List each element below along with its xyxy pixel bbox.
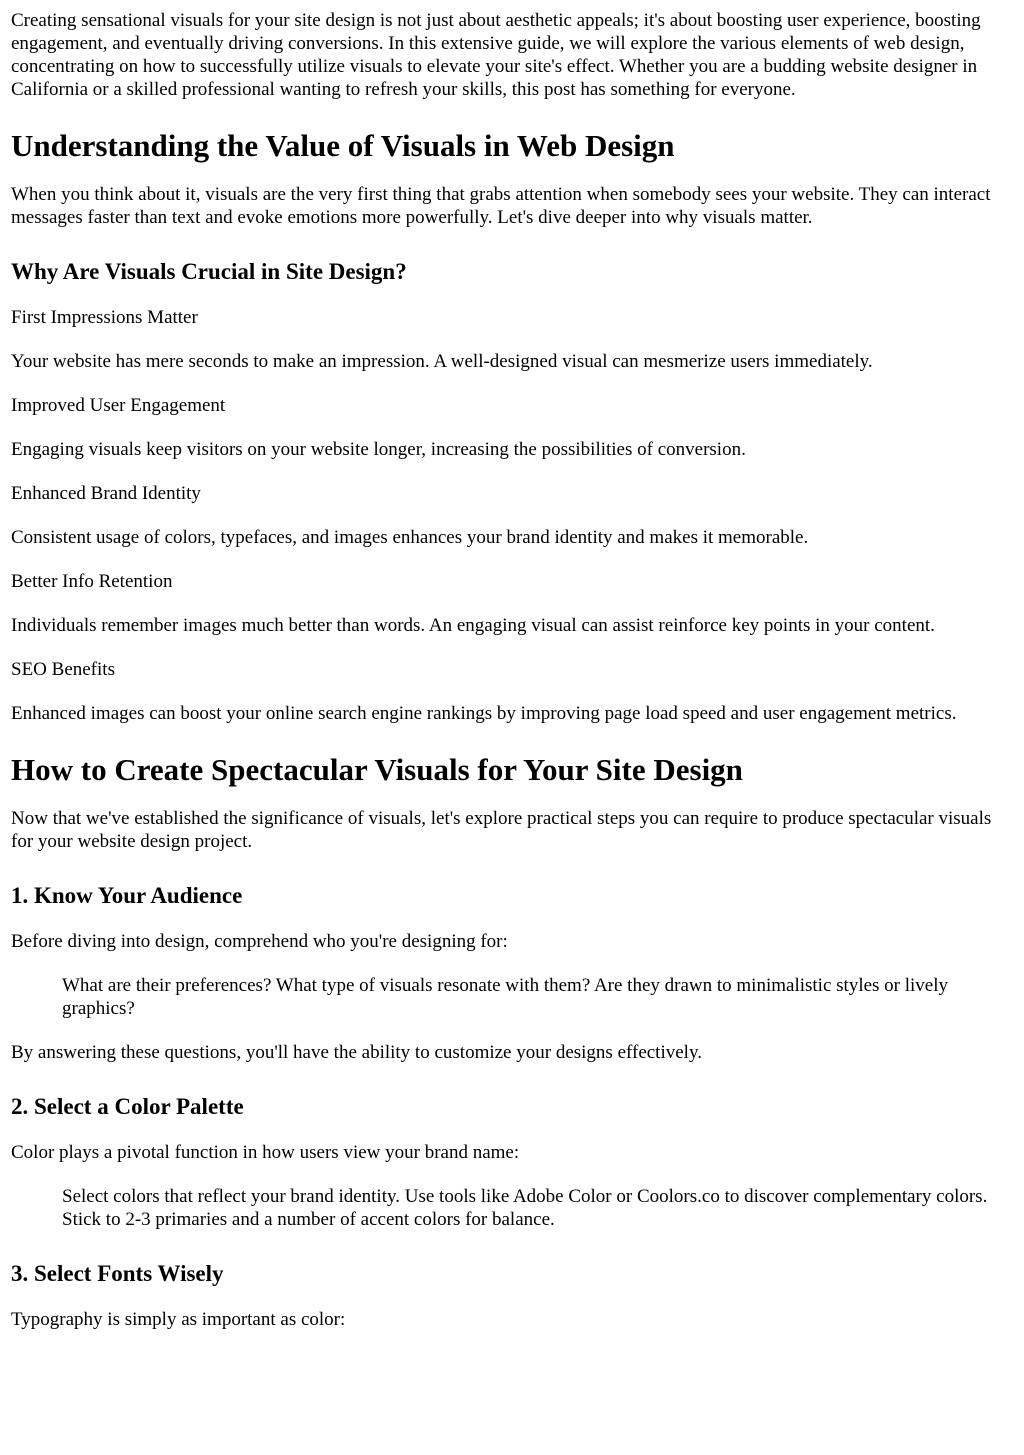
- subheading-why-visuals-crucial: Why Are Visuals Crucial in Site Design?: [11, 259, 407, 284]
- item-title-seo-benefits: SEO Benefits: [11, 659, 115, 680]
- item-title-first-impressions: First Impressions Matter: [11, 307, 198, 328]
- step-quote-know-audience: What are their preferences? What type of visuals resonate with them? Are they drawn to minimalistic styles or lively graphics?: [62, 975, 949, 1019]
- item-text-brand-identity: Consistent usage of colors, typefaces, and images enhances your brand identity and makes it memorable.: [11, 527, 809, 548]
- section-heading-create-visuals: How to Create Spectacular Visuals for Your Site Design: [11, 752, 743, 787]
- section-lead-paragraph: When you think about it, visuals are the very first thing that grabs attention when somebody sees your website. They can interact messages faster than text and evoke emotions more powerfully. Let's dive deeper into why visuals matter.: [11, 184, 991, 228]
- step-heading-color-palette: 2. Select a Color Palette: [11, 1094, 244, 1119]
- step-intro-know-audience: Before diving into design, comprehend who you're designing for:: [11, 931, 508, 952]
- step-heading-know-audience: 1. Know Your Audience: [11, 883, 243, 908]
- section-heading-value-of-visuals: Understanding the Value of Visuals in Web Design: [11, 128, 675, 163]
- step-intro-select-fonts: Typography is simply as important as color:: [11, 1309, 346, 1330]
- item-text-first-impressions: Your website has mere seconds to make an impression. A well-designed visual can mesmerize users immediately.: [11, 351, 873, 372]
- step-outro-know-audience: By answering these questions, you'll have the ability to customize your designs effectively.: [11, 1042, 702, 1063]
- step-heading-select-fonts: 3. Select Fonts Wisely: [11, 1261, 224, 1286]
- item-text-user-engagement: Engaging visuals keep visitors on your website longer, increasing the possibilities of conversion.: [11, 439, 746, 460]
- item-text-info-retention: Individuals remember images much better than words. An engaging visual can assist reinforce key points in your content.: [11, 615, 935, 636]
- item-title-brand-identity: Enhanced Brand Identity: [11, 483, 201, 504]
- item-title-user-engagement: Improved User Engagement: [11, 395, 226, 416]
- article: [0, 9, 1024, 1331]
- intro-paragraph: Creating sensational visuals for your site design is not just about aesthetic appeals; it's about boosting user experience, boosting engagement, and eventually driving conversions. In this extensive guide, we will explore the various elements of web design, concentrating on how to successfully utilize visuals to elevate your site's effect. Whether you are a budding website designer in California or a skilled professional wanting to refresh your skills, this post has something for everyone.: [11, 10, 981, 100]
- step-quote-color-palette: Select colors that reflect your brand identity. Use tools like Adobe Color or Coolors.co to discover complementary colors. Stick to 2-3 primaries and a number of accent colors for balance.: [62, 1186, 988, 1230]
- item-title-info-retention: Better Info Retention: [11, 571, 173, 592]
- step-intro-color-palette: Color plays a pivotal function in how users view your brand name:: [11, 1142, 520, 1163]
- section-lead-paragraph: Now that we've established the significance of visuals, let's explore practical steps you can require to produce spectacular visuals for your website design project.: [11, 808, 992, 852]
- item-text-seo-benefits: Enhanced images can boost your online search engine rankings by improving page load speed and user engagement metrics.: [11, 703, 957, 724]
